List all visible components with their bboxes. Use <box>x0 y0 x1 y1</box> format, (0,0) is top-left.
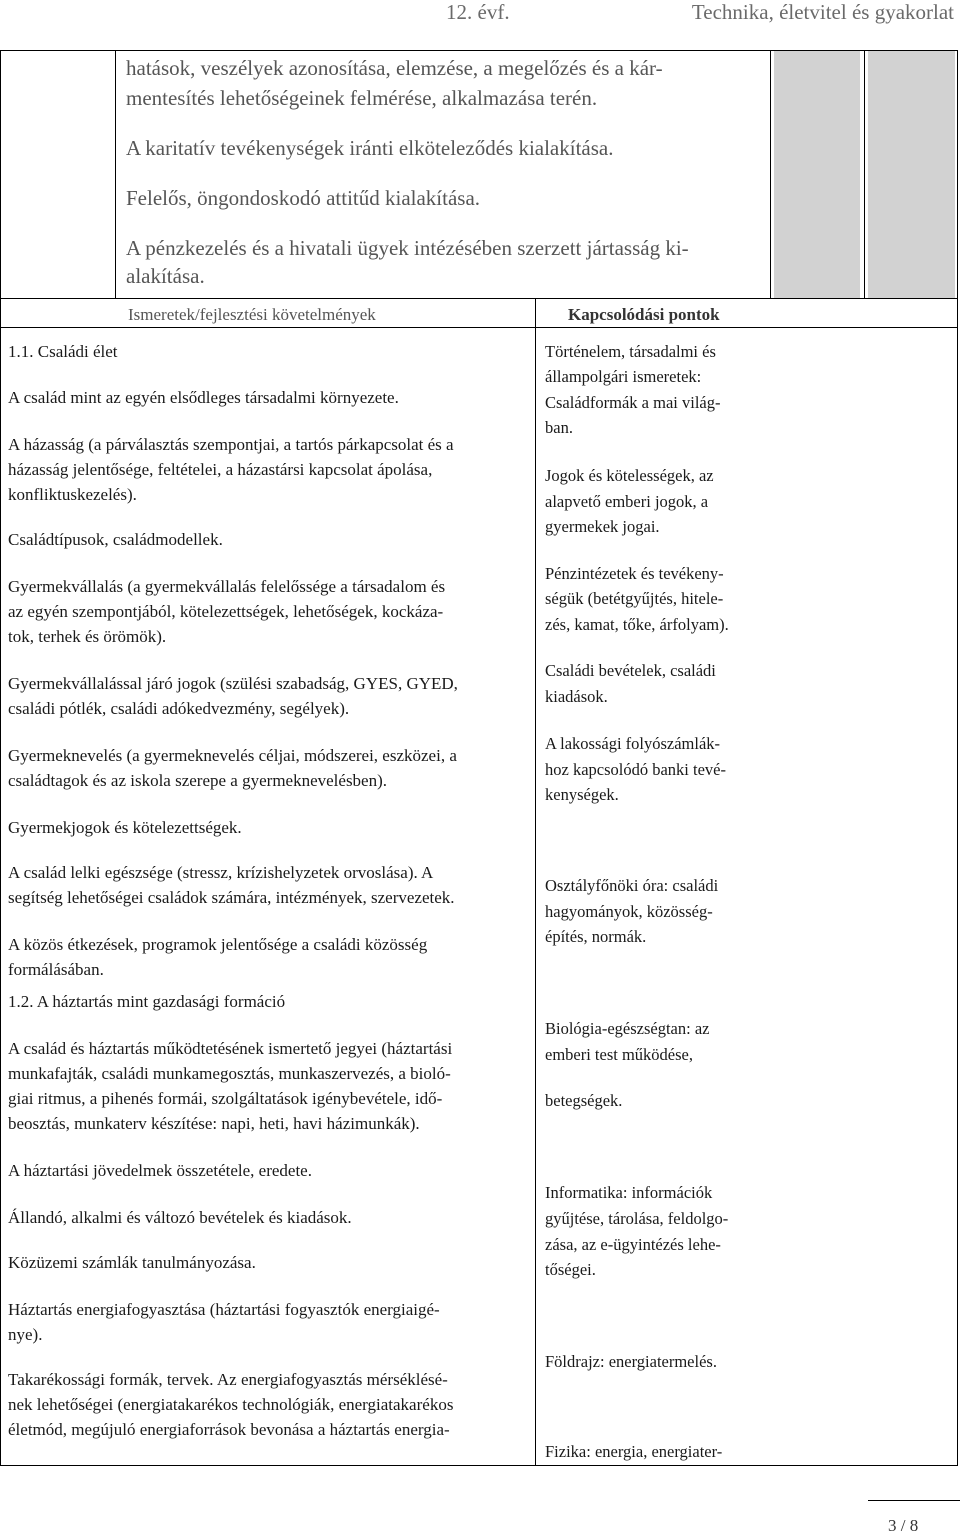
left-line: A család és háztartás működtetésének ismertető jegyei (háztartási <box>8 1039 453 1058</box>
left-line: A család mint az egyén elsődleges társadalmi környezete. <box>8 388 399 407</box>
left-line: nek lehetőségei (energiatakarékos technológiák, energiatakarékos <box>8 1395 454 1414</box>
gray-cell-1 <box>774 50 860 298</box>
border-bottom <box>0 1465 958 1466</box>
right-line: Pénzintézetek és tevékeny- <box>545 564 724 583</box>
goals-left-divider <box>115 50 116 299</box>
header-row-top <box>0 298 958 299</box>
goal-line-4: Felelős, öngondoskodó attitűd kialakítása. <box>126 186 481 210</box>
gray-cell-2 <box>868 50 955 298</box>
right-line: Fizika: energia, energiater- <box>545 1442 723 1461</box>
right-line: ban. <box>545 418 573 437</box>
right-line: tőségei. <box>545 1260 596 1279</box>
column-divider <box>535 298 536 1466</box>
left-line: A közös étkezések, programok jelentősége a családi közösség <box>8 935 428 954</box>
right-line: Családformák a mai világ- <box>545 393 721 412</box>
left-line: konfliktuskezelés). <box>8 485 137 504</box>
left-line: Gyermekjogok és kötelezettségek. <box>8 818 242 837</box>
left-line: Közüzemi számlák tanulmányozása. <box>8 1253 256 1272</box>
left-line: A házasság (a párválasztás szempontjai, a tartós párkapcsolat és a <box>8 435 454 454</box>
connections-header: Kapcsolódási pontok <box>568 305 720 324</box>
left-line: Gyermekvállalással járó jogok (szülési szabadság, GYES, GYED, <box>8 674 458 693</box>
left-line: Háztartás energiafogyasztása (háztartási fogyasztók energiaigé- <box>8 1300 440 1319</box>
header-row-bottom <box>0 327 958 328</box>
right-line: építés, normák. <box>545 927 647 946</box>
right-line: Osztályfőnöki óra: családi <box>545 876 719 895</box>
right-line: Földrajz: energiatermelés. <box>545 1352 717 1371</box>
left-line: az egyén szempontjából, kötelezettségek, lehetőségek, kockáza- <box>8 602 444 621</box>
right-line: ségük (betétgyűjtés, hitele- <box>545 589 724 608</box>
left-line: giai ritmus, a pihenés formái, szolgáltatások igénybevétele, idő- <box>8 1089 443 1108</box>
left-line: családtagok és az iskola szerepe a gyermeknevelésben). <box>8 771 388 790</box>
page-number: 3 / 8 <box>888 1516 919 1535</box>
section-title-household: 1.2. A háztartás mint gazdasági formáció <box>8 992 286 1011</box>
left-line: életmód, megújuló energiaforrások bevonása a háztartás energia- <box>8 1420 450 1439</box>
right-line: Történelem, társadalmi és <box>545 342 716 361</box>
left-line: családi pótlék, családi adókedvezmény, segélyek). <box>8 699 350 718</box>
footer-rule <box>868 1500 960 1501</box>
left-line: munkafajták, családi munkamegosztás, munkaszervezés, a bioló- <box>8 1064 451 1083</box>
goal-line-2: mentesítés lehetőségeinek felmérése, alkalmazása terén. <box>126 86 598 110</box>
right-line: gyermekek jogai. <box>545 517 660 536</box>
right-line: betegségek. <box>545 1091 623 1110</box>
section-title-family-life: 1.1. Családi élet <box>8 342 118 361</box>
right-line: Biológia-egészségtan: az <box>545 1019 710 1038</box>
goal-line-6: alakítása. <box>126 264 205 288</box>
right-line: zés, kamat, tőke, árfolyam). <box>545 615 729 634</box>
border-right <box>957 50 958 1466</box>
right-line: A lakossági folyószámlák- <box>545 734 721 753</box>
left-line: Családtípusok, családmodellek. <box>8 530 223 549</box>
left-line: A háztartási jövedelmek összetétele, eredete. <box>8 1161 312 1180</box>
left-line: formálásában. <box>8 960 104 979</box>
left-line: Gyermeknevelés (a gyermeknevelés céljai, módszerei, eszközei, a <box>8 746 457 765</box>
goals-right-divider-2 <box>864 50 865 299</box>
border-top <box>0 50 958 51</box>
right-line: gyűjtése, tárolása, feldolgo- <box>545 1209 729 1228</box>
right-line: hagyományok, közösség- <box>545 902 713 921</box>
left-line: Gyermekvállalás (a gyermekvállalás felelőssége a társadalom és <box>8 577 446 596</box>
left-line: nye). <box>8 1325 43 1344</box>
right-line: kenységek. <box>545 785 619 804</box>
right-line: Jogok és kötelességek, az <box>545 466 714 485</box>
page-header <box>0 0 960 26</box>
subject-title: Technika, életvitel és gyakorlat <box>691 0 954 24</box>
right-line: emberi test működése, <box>545 1045 694 1064</box>
right-line: állampolgári ismeretek: <box>545 367 702 386</box>
left-line: Állandó, alkalmi és változó bevételek és kiadások. <box>8 1208 352 1227</box>
left-line: tok, terhek és örömök). <box>8 627 167 646</box>
left-line: A család lelki egészsége (stressz, krízishelyzetek orvoslása). A <box>8 863 434 882</box>
right-line: alapvető emberi jogok, a <box>545 492 709 511</box>
right-line: Informatika: információk <box>545 1183 713 1202</box>
right-line: Családi bevételek, családi <box>545 661 716 680</box>
border-left <box>0 50 1 1466</box>
left-line: beosztás, munkaterv készítése: napi, heti, havi házimunkák). <box>8 1114 420 1133</box>
grade-label: 12. évf. <box>446 0 510 24</box>
left-line: segítség lehetőségei családok számára, intézmények, szervezetek. <box>8 888 455 907</box>
goal-line-3: A karitatív tevékenységek iránti elköteleződés kialakítása. <box>126 136 614 160</box>
left-line: házasság jelentősége, feltételei, a házastársi kapcsolat ápolása, <box>8 460 433 479</box>
right-line: zása, az e-ügyintézés lehe- <box>545 1235 721 1254</box>
goal-line-5: A pénzkezelés és a hivatali ügyek intézésében szerzett jártasság ki- <box>126 236 689 260</box>
right-line: hoz kapcsolódó banki tevé- <box>545 760 726 779</box>
requirements-header: Ismeretek/fejlesztési követelmények <box>128 305 376 324</box>
goals-right-divider-1 <box>770 50 771 299</box>
goal-line-1: hatások, veszélyek azonosítása, elemzése, a megelőzés és a kár- <box>126 56 663 80</box>
right-line: kiadások. <box>545 687 608 706</box>
left-line: Takarékossági formák, tervek. Az energiafogyasztás mérséklésé- <box>8 1370 448 1389</box>
